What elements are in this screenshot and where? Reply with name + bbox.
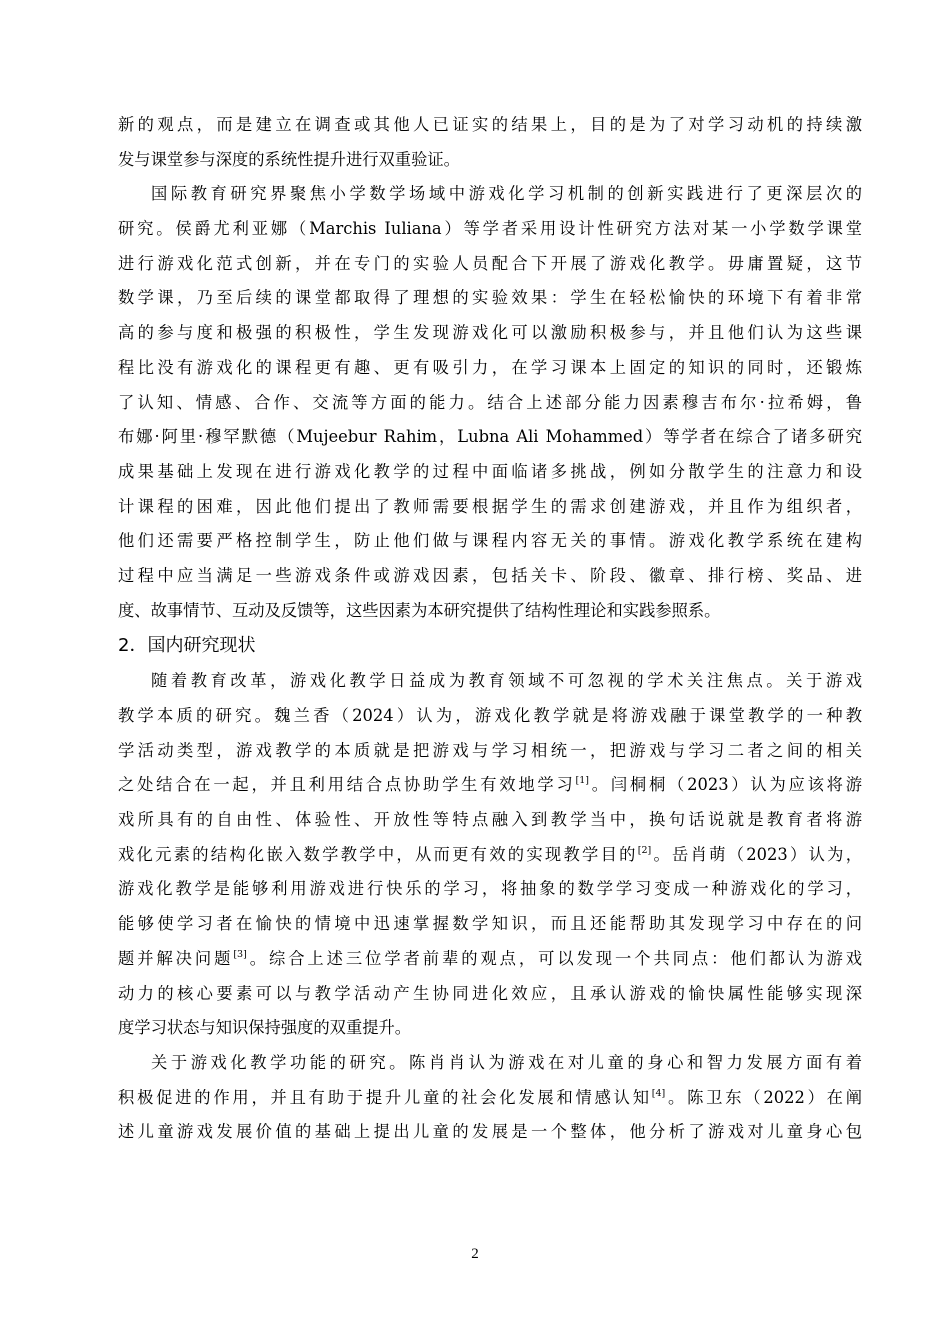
text-line: 能够使学习者在愉快的情境中迅速掌握数学知识，而且还能帮助其发现学习中存在的问 xyxy=(118,914,862,934)
text-line: 数学课，乃至后续的课堂都取得了理想的实验效果：学生在轻松愉快的环境下有着非常 xyxy=(118,288,862,308)
citation-ref: [2] xyxy=(637,844,652,856)
text-line: 新的观点，而是建立在调查或其他人已证实的结果上，目的是为了对学习动机的持续激 xyxy=(118,115,862,134)
text-line: 随着教育改革，游戏化教学日益成为教育领域不可忽视的学术关注焦点。关于游戏 xyxy=(151,671,862,691)
text-line: 教学本质的研究。魏兰香（2024）认为，游戏化教学就是将游戏融于课堂教学的一种教 xyxy=(118,706,862,725)
text-line: 进行游戏化范式创新，并在专门的实验人员配合下开展了游戏化教学。毋庸置疑，这节 xyxy=(118,253,862,273)
text-line: 述儿童游戏发展价值的基础上提出儿童的发展是一个整体，他分析了游戏对儿童身心包 xyxy=(118,1122,862,1142)
citation-ref: [4] xyxy=(651,1087,666,1099)
body-text xyxy=(118,108,862,1150)
text-line: 高的参与度和极强的积极性，学生发现游戏化可以激励积极参与，并且他们认为这些课 xyxy=(118,323,862,343)
text-line: 过程中应当满足一些游戏条件或游戏因素，包括关卡、阶段、徽章、排行榜、奖品、进 xyxy=(118,565,862,585)
text-line: 戏所具有的自由性、体验性、开放性等特点融入到教学当中，换句话说就是教育者将游 xyxy=(118,810,862,830)
page-number: 2 xyxy=(471,1246,479,1262)
text-line: 成果基础上发现在进行游戏化教学的过程中面临诸多挑战，例如分散学生的注意力和设 xyxy=(118,461,862,481)
text-line: 计课程的困难，因此他们提出了教师需要根据学生的需求创建游戏，并且作为组织者， xyxy=(118,496,862,516)
text-line: 关于游戏化教学功能的研究。陈肖肖认为游戏在对儿童的身心和智力发展方面有着 xyxy=(151,1052,862,1072)
text-line: 题并解决问题[3]。综合上述三位学者前辈的观点，可以发现一个共同点：他们都认为游戏 xyxy=(118,948,862,968)
text-line: 积极促进的作用，并且有助于提升儿童的社会化发展和情感认知[4]。陈卫东（2022）在阐 xyxy=(118,1087,862,1107)
citation-ref: [3] xyxy=(233,948,247,960)
text-line: 程比没有游戏化的课程更有趣、更有吸引力，在学习课本上固定的知识的同时，还锻炼 xyxy=(118,357,862,377)
text-line: 度、故事情节、互动及反馈等，这些因素为本研究提供了结构性理论和实践参照系。 xyxy=(118,600,721,620)
text-line: 布娜·阿里·穆罕默德（Mujeebur Rahim，Lubna Ali Mohammed）等学者在综合了诸多研究 xyxy=(118,427,862,447)
paragraph-domestic-research xyxy=(118,664,862,1046)
text-line: 了认知、情感、合作、交流等方面的能力。结合上述部分能力因素穆吉布尔·拉希姆，鲁 xyxy=(118,392,862,412)
text-line: 研究。侯爵尤利亚娜（Marchis Iuliana）等学者采用设计性研究方法对某一小学数学课堂 xyxy=(118,219,862,239)
text-line: 之处结合在一起，并且利用结合点协助学生有效地学习[1]。闫桐桐（2023）认为应该将游 xyxy=(118,775,862,795)
text-line: 戏化元素的结构化嵌入数学教学中，从而更有效的实现教学目的[2]。岳肖萌（2023）认为， xyxy=(118,844,862,864)
text-line: 度学习状态与知识保持强度的双重提升。 xyxy=(118,1018,412,1038)
paragraph-teaching-function xyxy=(118,1046,862,1150)
citation-ref: [1] xyxy=(575,775,590,787)
paragraph-international-research xyxy=(118,177,862,628)
section-heading: 2．国内研究现状 xyxy=(118,635,256,657)
text-line: 学活动类型，游戏教学的本质就是把游戏与学习相统一，把游戏与学习二者之间的相关 xyxy=(118,740,862,760)
paragraph-continued xyxy=(118,108,862,177)
text-line: 游戏化教学是能够利用游戏进行快乐的学习，将抽象的数学学习变成一种游戏化的学习， xyxy=(118,879,862,899)
text-line: 发与课堂参与深度的系统性提升进行双重验证。 xyxy=(118,149,460,169)
text-line: 国际教育研究界聚焦小学数学场域中游戏化学习机制的创新实践进行了更深层次的 xyxy=(151,184,862,204)
text-line: 他们还需要严格控制学生，防止他们做与课程内容无关的事情。游戏化教学系统在建构 xyxy=(118,531,862,551)
text-line: 动力的核心要素可以与教学活动产生协同进化效应，且承认游戏的愉快属性能够实现深 xyxy=(118,983,862,1003)
